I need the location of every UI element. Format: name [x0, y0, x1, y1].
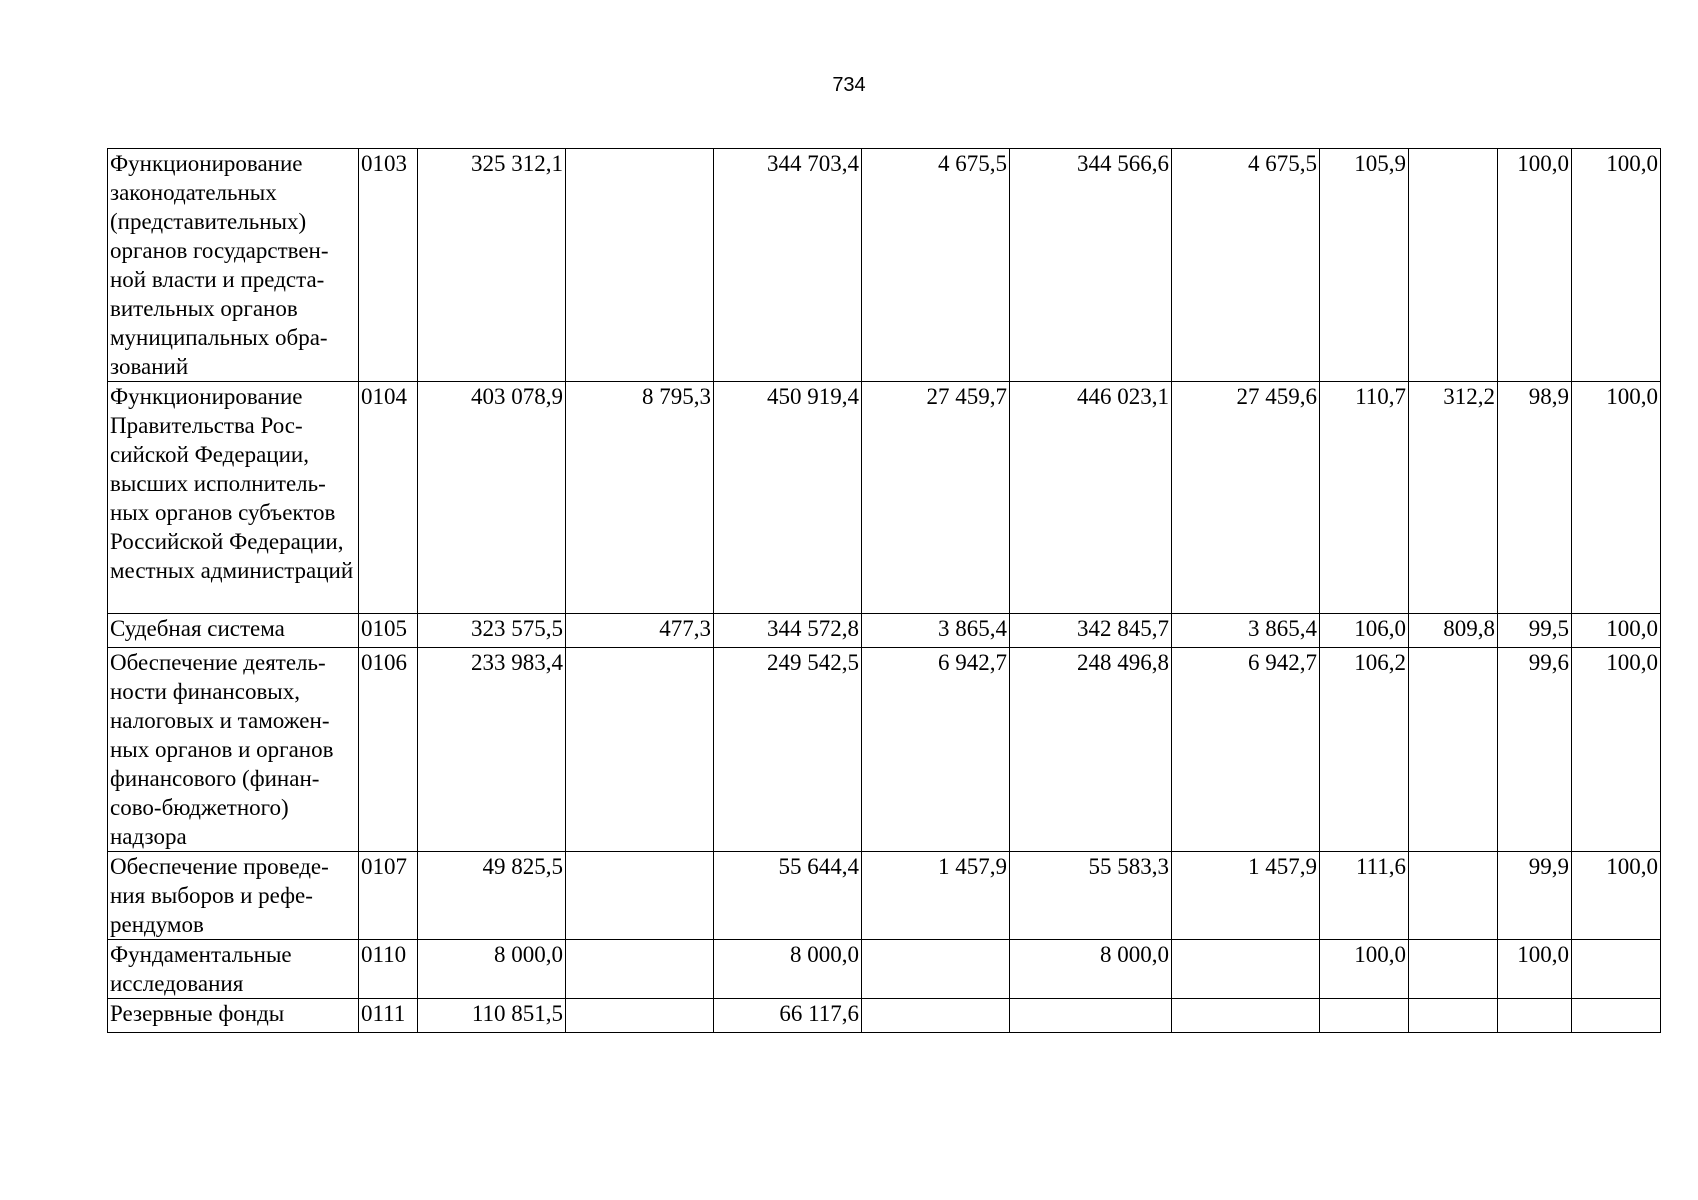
- row-name: Функционирование законодательных (представительных) органов государственной власти и представительных органов муниципальных образований: [108, 149, 359, 382]
- value-cell: [566, 940, 714, 999]
- value-cell: 55 644,4: [714, 852, 862, 940]
- row-code: 0105: [359, 614, 418, 648]
- value-cell: 100,0: [1572, 149, 1661, 382]
- value-cell: 233 983,4: [418, 648, 566, 852]
- value-cell: 344 572,8: [714, 614, 862, 648]
- value-cell: 323 575,5: [418, 614, 566, 648]
- row-code: 0111: [359, 999, 418, 1033]
- value-cell: 249 542,5: [714, 648, 862, 852]
- value-cell: [1409, 648, 1498, 852]
- value-cell: [566, 852, 714, 940]
- value-cell: 4 675,5: [862, 149, 1010, 382]
- row-code: 0103: [359, 149, 418, 382]
- value-cell: 99,5: [1498, 614, 1572, 648]
- value-cell: 100,0: [1572, 614, 1661, 648]
- value-cell: [1572, 999, 1661, 1033]
- value-cell: 27 459,6: [1172, 382, 1320, 614]
- value-cell: 111,6: [1320, 852, 1409, 940]
- value-cell: 105,9: [1320, 149, 1409, 382]
- value-cell: [862, 940, 1010, 999]
- table-row: [108, 852, 1661, 940]
- value-cell: 1 457,9: [862, 852, 1010, 940]
- value-cell: 110 851,5: [418, 999, 566, 1033]
- value-cell: 98,9: [1498, 382, 1572, 614]
- value-cell: [1409, 149, 1498, 382]
- value-cell: 66 117,6: [714, 999, 862, 1033]
- value-cell: 1 457,9: [1172, 852, 1320, 940]
- value-cell: 100,0: [1320, 940, 1409, 999]
- value-cell: 55 583,3: [1010, 852, 1172, 940]
- row-name: Функционирование Правительства Российской Федерации, высших исполнительных органов субъектов Российской Федерации, местных администраций: [108, 382, 359, 614]
- row-name: Обеспечение деятельности финансовых, налоговых и таможенных органов и органов финансового (финансово-бюджетного) надзора: [108, 648, 359, 852]
- value-cell: [1320, 999, 1409, 1033]
- value-cell: 6 942,7: [862, 648, 1010, 852]
- value-cell: 106,2: [1320, 648, 1409, 852]
- row-name: Фундаментальные исследования: [108, 940, 359, 999]
- value-cell: [1409, 940, 1498, 999]
- value-cell: 8 000,0: [1010, 940, 1172, 999]
- row-code: 0107: [359, 852, 418, 940]
- table-row: [108, 149, 1661, 382]
- row-code: 0104: [359, 382, 418, 614]
- value-cell: 325 312,1: [418, 149, 566, 382]
- page-number: 734: [832, 74, 866, 96]
- value-cell: 450 919,4: [714, 382, 862, 614]
- value-cell: 4 675,5: [1172, 149, 1320, 382]
- row-name: Судебная система: [108, 614, 359, 648]
- value-cell: 3 865,4: [1172, 614, 1320, 648]
- value-cell: 446 023,1: [1010, 382, 1172, 614]
- table-row: [108, 648, 1661, 852]
- value-cell: 99,6: [1498, 648, 1572, 852]
- value-cell: 8 000,0: [714, 940, 862, 999]
- value-cell: [566, 149, 714, 382]
- value-cell: 312,2: [1409, 382, 1498, 614]
- value-cell: 248 496,8: [1010, 648, 1172, 852]
- table-row: [108, 614, 1661, 648]
- value-cell: [1010, 999, 1172, 1033]
- table-row: [108, 999, 1661, 1033]
- value-cell: 6 942,7: [1172, 648, 1320, 852]
- budget-table: [107, 148, 1661, 1033]
- row-code: 0106: [359, 648, 418, 852]
- value-cell: 49 825,5: [418, 852, 566, 940]
- value-cell: 100,0: [1572, 648, 1661, 852]
- value-cell: 344 566,6: [1010, 149, 1172, 382]
- value-cell: [566, 999, 714, 1033]
- value-cell: [1172, 999, 1320, 1033]
- value-cell: 809,8: [1409, 614, 1498, 648]
- value-cell: 100,0: [1498, 149, 1572, 382]
- value-cell: 3 865,4: [862, 614, 1010, 648]
- value-cell: 106,0: [1320, 614, 1409, 648]
- value-cell: 110,7: [1320, 382, 1409, 614]
- value-cell: 8 000,0: [418, 940, 566, 999]
- row-name: Резервные фонды: [108, 999, 359, 1033]
- value-cell: 403 078,9: [418, 382, 566, 614]
- value-cell: 99,9: [1498, 852, 1572, 940]
- value-cell: [566, 648, 714, 852]
- value-cell: 8 795,3: [566, 382, 714, 614]
- value-cell: 100,0: [1572, 382, 1661, 614]
- table-row: [108, 940, 1661, 999]
- value-cell: 342 845,7: [1010, 614, 1172, 648]
- row-code: 0110: [359, 940, 418, 999]
- table-row: [108, 382, 1661, 614]
- value-cell: 100,0: [1498, 940, 1572, 999]
- value-cell: [862, 999, 1010, 1033]
- value-cell: [1572, 940, 1661, 999]
- value-cell: 477,3: [566, 614, 714, 648]
- row-name: Обеспечение проведения выборов и референдумов: [108, 852, 359, 940]
- value-cell: 100,0: [1572, 852, 1661, 940]
- value-cell: [1409, 852, 1498, 940]
- value-cell: [1172, 940, 1320, 999]
- value-cell: 344 703,4: [714, 149, 862, 382]
- value-cell: [1498, 999, 1572, 1033]
- value-cell: [1409, 999, 1498, 1033]
- value-cell: 27 459,7: [862, 382, 1010, 614]
